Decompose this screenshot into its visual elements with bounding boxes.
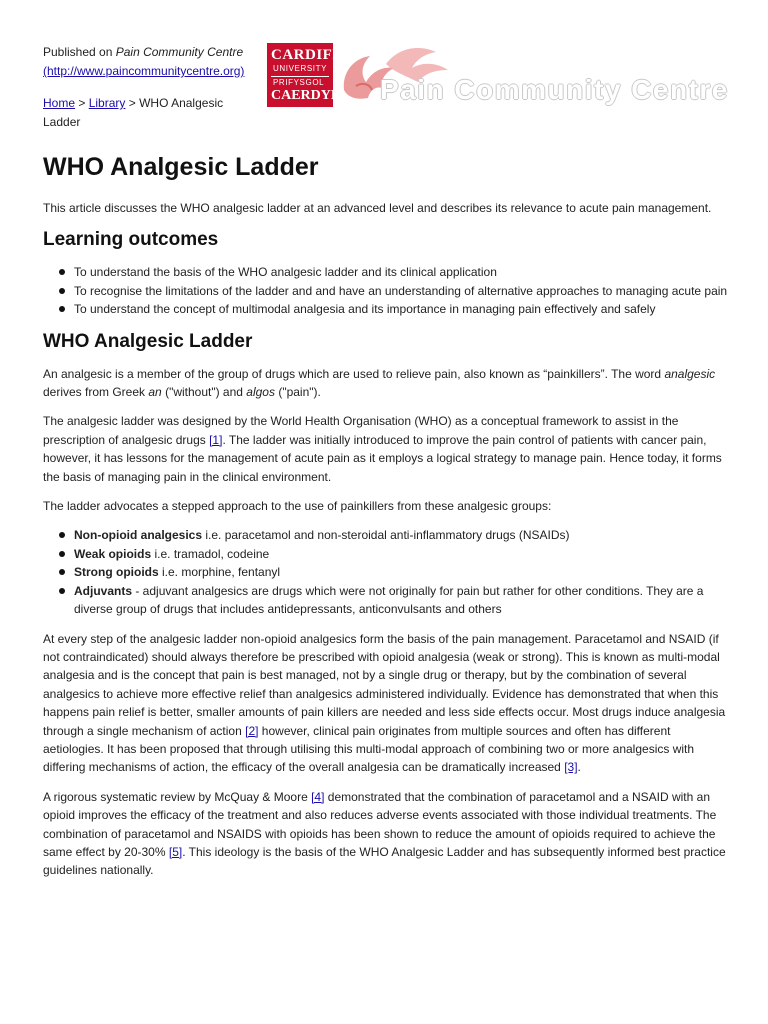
learning-outcomes-heading: Learning outcomes	[43, 229, 219, 251]
text-run: . The ladder was initially introduced to improve the pain control of patients with cancer pain, however, it has lessons for the management of acute pain as it employs a logical strategy to manage pain. Hence today, it forms the basis of managing pain in the clinical environment.	[43, 432, 722, 484]
text-run-italic: algos	[246, 385, 275, 400]
group-description: i.e. morphine, fentanyl	[158, 565, 281, 580]
reference-link[interactable]: [1]	[209, 432, 223, 447]
logo-line-cardiff: CARDIFF	[271, 47, 342, 63]
group-name: Non-opioid analgesics	[74, 528, 203, 543]
list-item	[74, 563, 728, 581]
paragraph	[43, 788, 728, 880]
text-run: derives from Greek	[43, 385, 149, 400]
text-run-italic: an	[148, 385, 162, 400]
paragraph	[43, 630, 728, 777]
list-item: To understand the concept of multimodal analgesia and its importance in managing pain effectively and safely	[74, 300, 728, 318]
text-run: A rigorous systematic review by McQuay & Moore	[43, 789, 312, 804]
paragraph: The ladder advocates a stepped approach to the use of painkillers from these analgesic groups:	[43, 499, 552, 514]
group-description: i.e. paracetamol and non-steroidal anti-inflammatory drugs (NSAIDs)	[202, 528, 570, 543]
paragraph	[43, 412, 728, 486]
reference-link[interactable]: [2]	[245, 723, 259, 738]
reference-link[interactable]: [3]	[564, 760, 578, 775]
list-item: To recognise the limitations of the ladder and and have an understanding of alternative approaches to managing acute pain	[74, 282, 728, 300]
list-item	[74, 582, 728, 619]
text-run-italic: analgesic	[664, 366, 716, 381]
source-name: Pain Community Centre	[115, 45, 244, 59]
group-description: i.e. tramadol, codeine	[151, 546, 270, 561]
breadcrumb	[43, 94, 253, 132]
paragraph	[43, 365, 728, 402]
text-run: demonstrated that the combination of paracetamol and a NSAID with an opioid improves the efficacy of the treatment and also reduces adverse events associated with those individual treatments. The combination of paracetamol and NSAIDS with opioids has been shown to reduce the amount of opioids required to achieve the same effect by 20-30%	[43, 789, 717, 859]
source-header	[43, 43, 253, 81]
text-run: .	[577, 760, 581, 775]
section-heading: WHO Analgesic Ladder	[43, 330, 253, 352]
learning-outcomes-list	[43, 263, 728, 318]
intro-paragraph: This article discusses the WHO analgesic ladder at an advanced level and describes its relevance to acute pain management.	[43, 201, 712, 215]
text-run: ("without") and	[161, 385, 247, 400]
list-item	[74, 526, 728, 544]
site-name-wordmark: Pain Community Centre	[380, 74, 729, 105]
breadcrumb-separator: >	[125, 96, 140, 110]
text-run: The analgesic ladder was designed by the World Health Organisation (WHO) as a conceptual framework to assist in the prescription of analgesic drugs	[43, 414, 679, 447]
group-name: Weak opioids	[74, 546, 152, 561]
breadcrumb-library-link[interactable]: Library	[88, 96, 126, 110]
article-body	[43, 199, 728, 891]
group-name: Strong opioids	[74, 565, 159, 580]
source-url-link[interactable]: (http://www.paincommunitycentre.org)	[43, 64, 245, 78]
text-run: however, clinical pain originates from multiple sources and often has different aetiologies. It has been proposed that through utilising this multi-modal approach of combining two or more analgesics with differing mechanisms of action, the efficacy of the overall analgesia can be dramatically increased	[43, 723, 695, 775]
list-item	[74, 545, 728, 563]
text-run: At every step of the analgesic ladder non-opioid analgesics form the basis of the pain management. Paracetamol and NSAID (if not contraindicated) should always therefore be prescribed with opioid analgesia (weak or strong). This is known as multi-modal analgesia and is the concept that pain is best managed, not by a single drug or therapy, but by the combination of several analgesics to achieve more effective relief than analgesics administered individually. Evidence has demonstrated that when this happens pain relief is better, smaller amounts of pain killers are needed and less side effects occur. Most drugs induce analgesia through a single mechanism of action	[43, 631, 726, 738]
group-description: - adjuvant analgesics are drugs which were not originally for pain but rather for other conditions. They are a diverse group of drugs that includes antidepressants, anticonvulsants and others	[74, 583, 704, 617]
breadcrumb-separator: >	[75, 96, 89, 110]
logo-line-prifysgol: PRIFYSGOL	[273, 78, 325, 87]
page-title: WHO Analgesic Ladder	[43, 153, 319, 181]
logo-divider	[271, 76, 329, 77]
reference-link[interactable]: [4]	[311, 789, 325, 804]
breadcrumb-current: WHO Analgesic Ladder	[43, 96, 224, 129]
analgesic-groups-list	[43, 526, 728, 618]
published-prefix: Published on	[43, 45, 116, 59]
reference-link[interactable]: [5]	[168, 844, 183, 859]
text-run: . This ideology is the basis of the WHO Analgesic Ladder and has subsequently informed best practice guidelines nationally.	[43, 844, 726, 878]
cardiff-university-logo[interactable]	[267, 43, 342, 107]
breadcrumb-home-link[interactable]: Home	[43, 96, 76, 110]
list-item: To understand the basis of the WHO analgesic ladder and its clinical application	[74, 263, 728, 281]
logo-line-caerdyd: CAERDYD	[271, 88, 341, 103]
text-run: ("pain").	[274, 385, 321, 400]
text-run: An analgesic is a member of the group of drugs which are used to relieve pain, also known as “painkillers”. The word	[43, 366, 665, 381]
logo-line-university: UNIVERSITY	[273, 64, 328, 73]
group-name: Adjuvants	[74, 583, 133, 598]
